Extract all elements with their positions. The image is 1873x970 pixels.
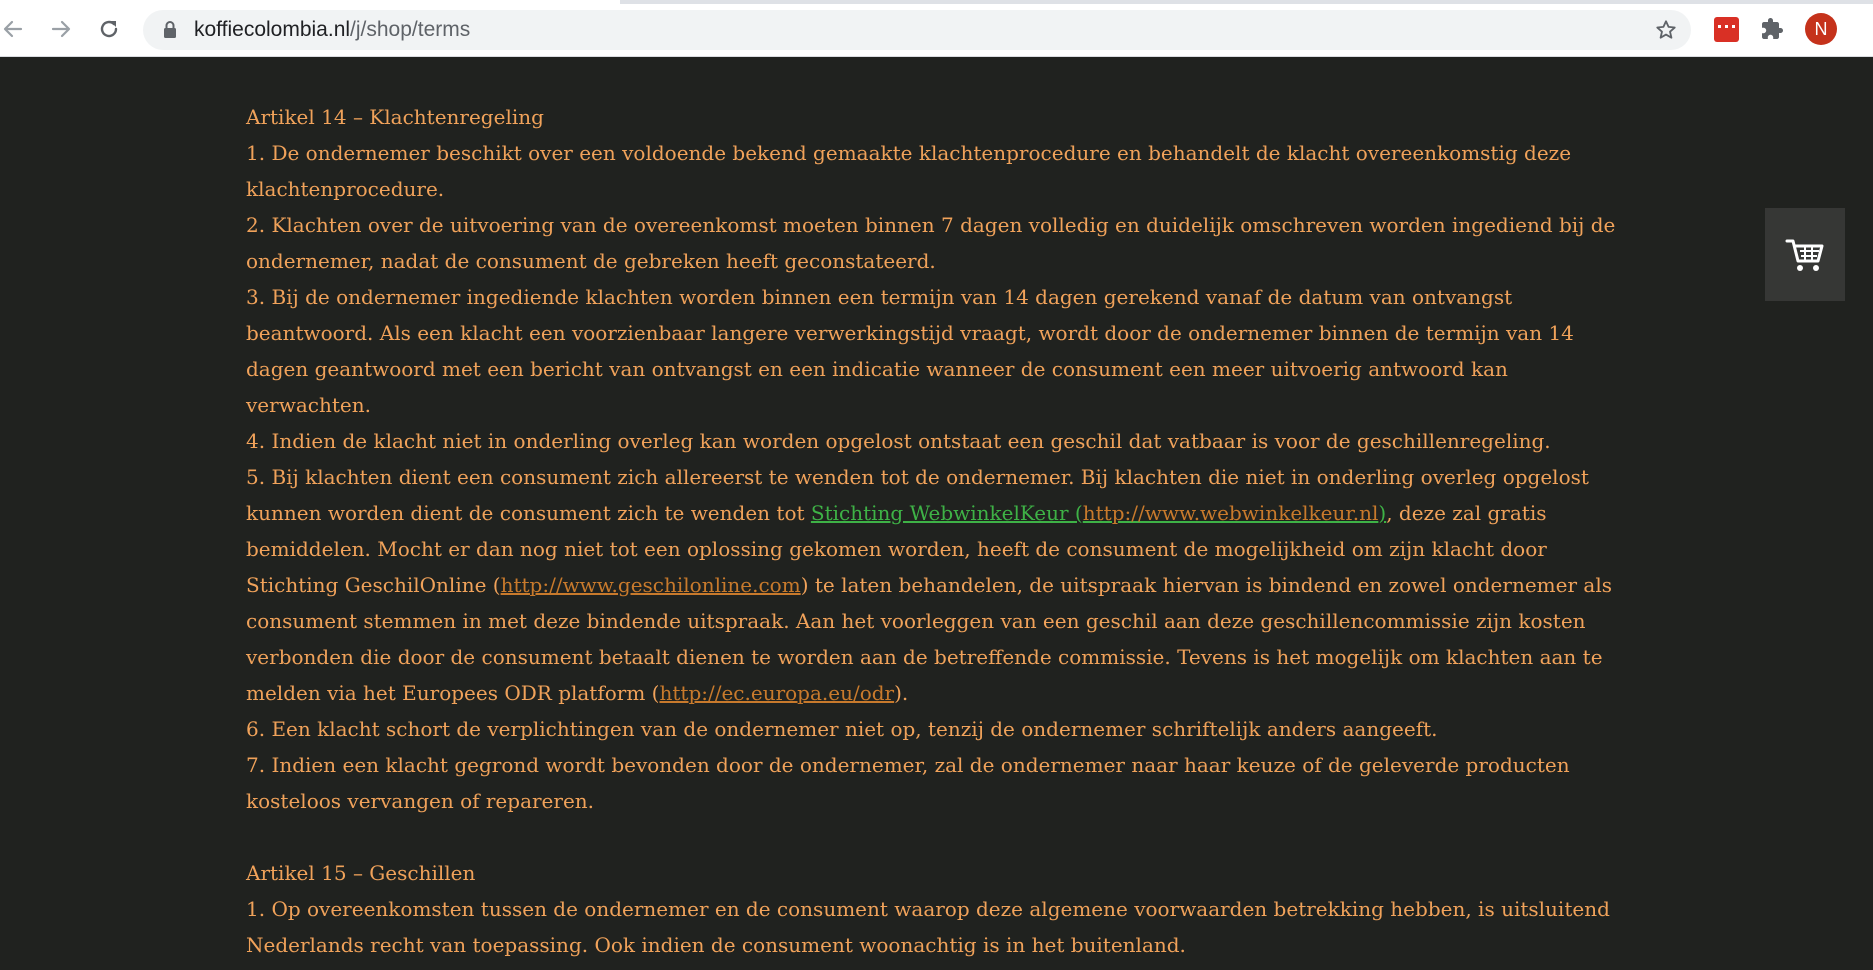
section-spacer [246,819,1616,855]
back-button[interactable] [0,14,28,44]
article-14-paragraph-4: 4. Indien de klacht niet in onderling overleg kan worden opgelost ontstaat een geschil dat vatbaar is voor de geschillenregeling. [246,429,1551,453]
extensions-menu-button[interactable] [1758,15,1786,43]
article-15-title: Artikel 15 – Geschillen [246,861,476,885]
article-14-paragraph-6: 6. Een klacht schort de verplichtingen van de ondernemer niet op, tenzij de ondernemer schriftelijk anders aangeeft. [246,717,1438,741]
url-text[interactable] [194,19,470,41]
tab-strip [0,0,1873,4]
article-14-title: Artikel 14 – Klachtenregeling [246,105,544,129]
webwinkelkeur-link-close: ) [1378,501,1387,525]
geschilonline-link[interactable]: http://www.geschilonline.com [500,573,801,597]
arrow-right-icon [50,18,72,40]
forward-button[interactable] [46,14,76,44]
webwinkelkeur-url: http://www.webwinkelkeur.nl [1082,501,1379,525]
puzzle-icon [1760,17,1784,41]
profile-avatar[interactable]: N [1805,13,1837,45]
article-14-paragraph-7: 7. Indien een klacht gegrond wordt bevonden door de ondernemer, zal de ondernemer naar haar keuze of de geleverde producten kosteloos vervangen of repareren. [246,753,1570,813]
lock-icon[interactable] [163,21,177,39]
article-15-paragraph-1: 1. Op overeenkomsten tussen de ondernemer en de consument waarop deze algemene voorwaarden betrekking hebben, is uitsluitend Nederlands recht van toepassing. Ook indien de consument woonachtig is in het buitenland. [246,897,1610,957]
webwinkelkeur-link[interactable] [811,501,1386,525]
active-tab[interactable] [0,0,620,4]
terms-page [0,57,1873,970]
terms-content [246,99,1616,963]
address-bar[interactable] [143,10,1691,50]
europa-odr-link[interactable]: http://ec.europa.eu/odr [659,681,895,705]
paragraph-5-text-c: ) te laten behandelen, de uitspraak hiervan is bindend en zowel ondernemer als consument stemmen in met deze bindende uitspraak. Aan het voorleggen van een geschil aan deze geschillencommissie zijn kosten verbonden die door de consument betaalt dienen te worden aan de betreffende commissie. Tevens is het mogelijk om klachten aan te melden via het Europees ODR platform ( [246,573,1612,705]
extension-red-icon [1714,17,1739,42]
reload-icon [98,18,120,40]
webwinkelkeur-link-label: Stichting WebwinkelKeur ( [810,501,1083,525]
extension-button[interactable] [1712,15,1740,43]
arrow-left-icon [2,18,24,40]
article-14-paragraph-5 [246,459,1616,711]
cart-icon [1785,237,1825,273]
article-14-paragraph-3: 3. Bij de ondernemer ingediende klachten worden binnen een termijn van 14 dagen gerekend vanaf de datum van ontvangst beantwoord. Als een klacht een voorzienbaar langere verwerkingstijd vraagt, wordt door de ondernemer binnen de termijn van 14 dagen geantwoord met een bericht van ontvangst en een indicatie wanneer de consument een meer uitvoerig antwoord kan verwachten. [246,285,1574,417]
article-14-paragraph-1: 1. De ondernemer beschikt over een voldoende bekend gemaakte klachtenprocedure en behandelt de klacht overeenkomstig deze klachtenprocedure. [246,141,1572,201]
url-host: koffiecolombia.nl [194,18,351,41]
url-path: /j/shop/terms [350,18,471,41]
reload-button[interactable] [94,14,124,44]
paragraph-5-text-b: , deze zal gratis bemiddelen. Mocht er dan nog niet tot een oplossing gekomen worden, heeft de consument de mogelijkheid om zijn klacht door Stichting GeschilOnline ( [246,501,1547,597]
article-14-paragraph-2: 2. Klachten over de uitvoering van de overeenkomst moeten binnen 7 dagen volledig en duidelijk omschreven worden ingediend bij de ondernemer, nadat de consument de gebreken heeft geconstateerd. [246,213,1616,273]
paragraph-5-text-a: 5. Bij klachten dient een consument zich allereerst te wenden tot de ondernemer. Bij klachten die niet in onderling overleg opgelost kunnen worden dient de consument zich te wenden tot [246,465,1589,525]
browser-toolbar [0,0,1873,57]
star-icon[interactable] [1655,19,1677,41]
cart-button[interactable] [1765,208,1845,301]
paragraph-5-text-d: ). [894,681,909,705]
